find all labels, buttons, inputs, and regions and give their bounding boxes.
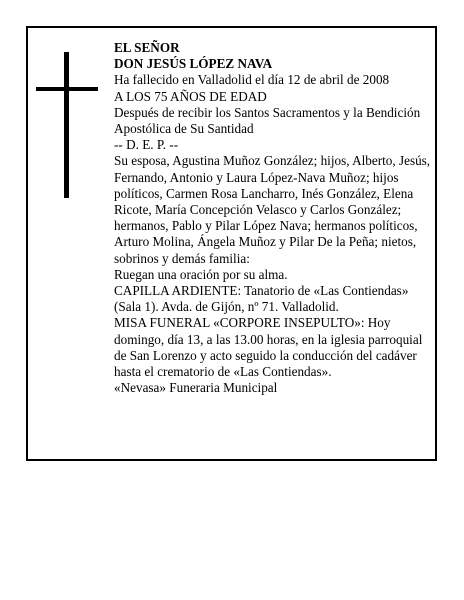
- deceased-name: DON JESÚS LÓPEZ NAVA: [114, 56, 273, 72]
- rip-line: -- D. E. P. --: [114, 137, 179, 153]
- funeral-home: «Nevasa» Funeraria Municipal: [114, 380, 278, 396]
- chapel-info: CAPILLA ARDIENTE: Tanatorio de «Las Contiendas» (Sala 1). Avda. de Gijón, nº 71. Valladolid.: [114, 283, 409, 315]
- cross-icon: [36, 52, 98, 198]
- family-list: Su esposa, Agustina Muñoz González; hijos, Alberto, Jesús, Fernando, Antonio y Laura López-Nava Muñoz; hijos políticos, Carmen Rosa Lancharro, Inés González, Elena Ricote, María Concepción Velasco y Carlos González; hermanos, Pablo y Pilar López Nava; hermanos políticos, Arturo Molina, Ángela Muñoz y Pilar De la Peña; nietos, sobrinos y demás familia:: [114, 153, 431, 266]
- notice-text: [114, 40, 432, 396]
- cross-vertical-bar: [64, 52, 69, 198]
- cross-horizontal-bar: [36, 87, 98, 91]
- title-line-1: EL SEÑOR: [114, 40, 180, 55]
- funeral-info: MISA FUNERAL «CORPORE INSEPULTO»: Hoy domingo, día 13, a las 13.00 horas, en la iglesia parroquial de San Lorenzo y acto seguido la conducción del cadáver hasta el crematorio de «Las Contiendas».: [114, 315, 423, 380]
- sacraments-line: Después de recibir los Santos Sacramentos y la Bendición Apostólica de Su Santidad: [114, 104, 421, 137]
- age-line: A LOS 75 AÑOS DE EDAD: [114, 88, 267, 104]
- prayer-line: Ruegan una oración por su alma.: [114, 266, 288, 282]
- death-info: Ha fallecido en Valladolid el día 12 de abril de 2008: [114, 72, 390, 88]
